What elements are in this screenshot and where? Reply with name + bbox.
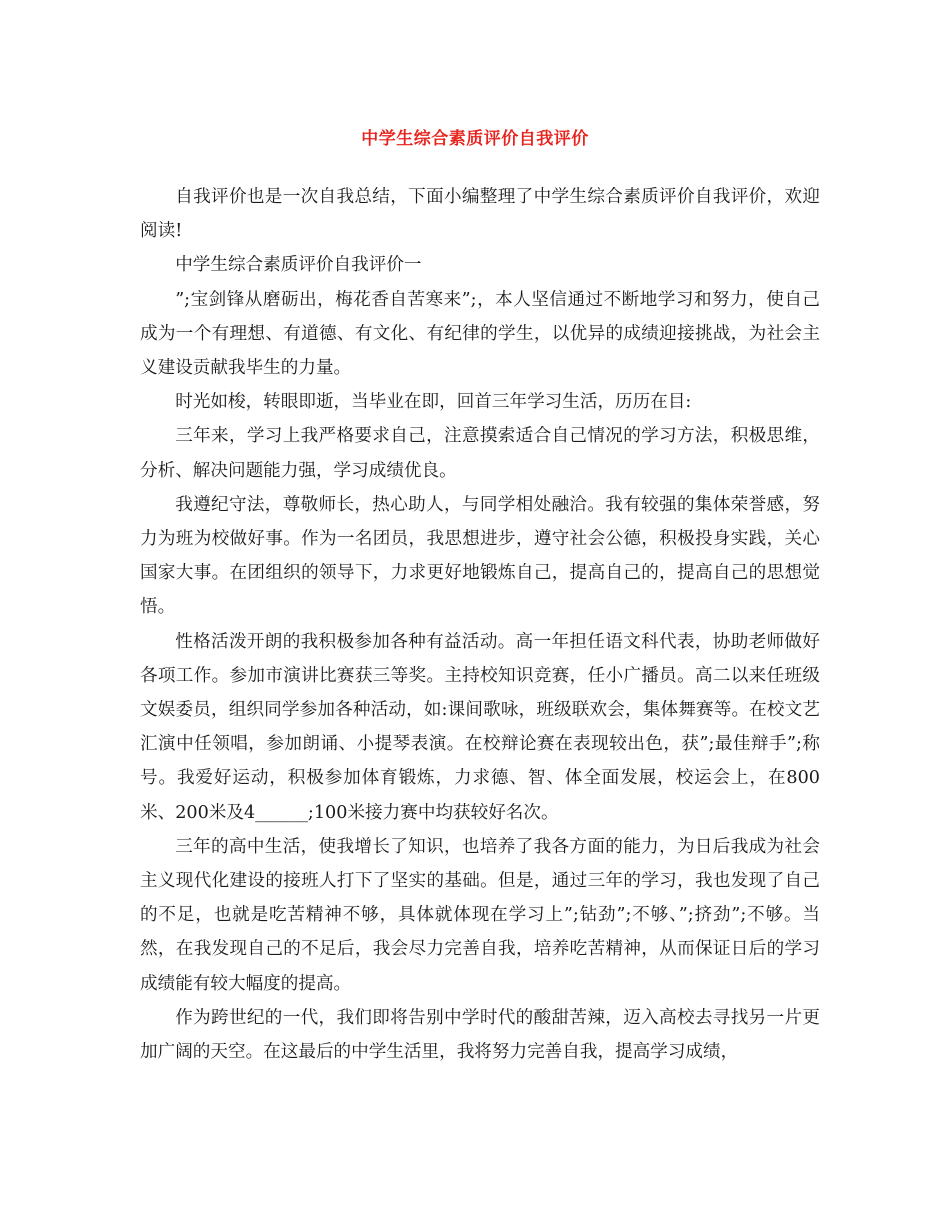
paragraph-activities: 性格活泼开朗的我积极参加各种有益活动。高一年担任语文科代表，协助老师做好各项工作。参加市演讲比赛获三等奖。主持校知识竞赛，任小广播员。高二以来任班级文娱委员，组织同学参加各种活动，如:课间歌咏，班级联欢会，集体舞赛等。在校文艺汇演中任领唱，参加朗诵、小提琴表演。在校辩论赛在表现较出色，获”;最佳辩手”;称号。我爱好运动，积极参加体育锻炼，力求德、智、体全面发展，校运会上，在800米、200米及4______;100米接力赛中均获较好名次。 (140, 631, 820, 823)
document-title: 中学生综合素质评价自我评价 (361, 129, 589, 149)
document-body (140, 180, 820, 1069)
paragraph-study: 三年来，学习上我严格要求自己，注意摸索适合自己情况的学习方法，积极思维，分析、解决问题能力强，学习成绩优良。 (140, 426, 820, 481)
paragraph-reflection: 三年的高中生活，使我增长了知识，也培养了我各方面的能力，为日后我成为社会主义现代化建设的接班人打下了坚实的基础。但是，通过三年的学习，我也发现了自己的不足，也就是吃苦精神不够，具体就体现在学习上”;钻劲”;不够、”;挤劲”;不够。当然，在我发现自己的不足后，我会尽力完善自我，培养吃苦精神，从而保证日后的学习成绩能有较大幅度的提高。 (140, 836, 820, 994)
paragraph-future: 作为跨世纪的一代，我们即将告别中学时代的酸甜苦辣，迈入高校去寻找另一片更加广阔的天空。在这最后的中学生活里，我将努力完善自我，提高学习成绩， (140, 1007, 820, 1063)
paragraph-time: 时光如梭，转眼即逝，当毕业在即，回首三年学习生活，历历在目: (175, 392, 692, 413)
paragraph-motto: ”;宝剑锋从磨砺出，梅花香自苦寒来”;，本人坚信通过不断地学习和努力，使自己成为一个有理想、有道德、有文化、有纪律的学生，以优异的成绩迎接挑战，为社会主义建设贡献我毕生的力量。 (140, 289, 820, 379)
paragraph-section-heading: 中学生综合素质评价自我评价一 (175, 255, 422, 276)
paragraph-intro: 自我评价也是一次自我总结，下面小编整理了中学生综合素质评价自我评价，欢迎阅读! (140, 187, 820, 242)
paragraph-conduct: 我遵纪守法，尊敬师长，热心助人，与同学相处融洽。我有较强的集体荣誉感，努力为班为校做好事。作为一名团员，我思想进步，遵守社会公德，积极投身实践，关心国家大事。在团组织的领导下，力求更好地锻炼自己，提高自己的，提高自己的思想觉悟。 (140, 494, 820, 618)
